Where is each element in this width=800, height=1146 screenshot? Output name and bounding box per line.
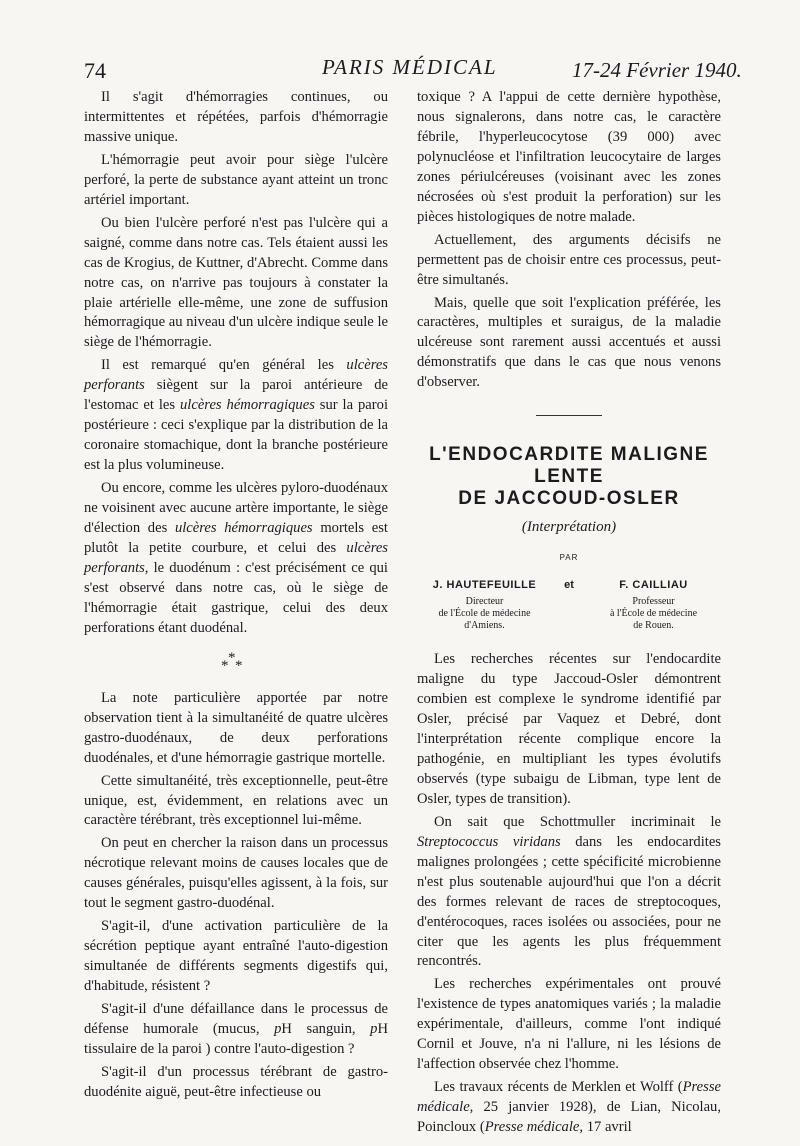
author-1 (417, 576, 552, 632)
paragraph: L'hémorragie peut avoir pour siège l'ulcère perforé, la perte de substance ayant atteint un tronc artériel important. (84, 151, 388, 208)
paragraph: Les recherches expérimentales ont prouvé l'existence de types anatomiques variés ; la maladie expérimentale, d'ailleurs, comme l'ont indiqué Cornil et Jouve, n'a ni l'allure, ni les lésions de l'affection observée chez l'homme. (417, 976, 721, 1073)
paragraph: Cette simultanéité, très exceptionnelle, peut-être unique, est, évidemment, en relations avec un caractère térébrant, très exceptionnel lui-même. (84, 772, 388, 829)
author-conjunction: et (564, 579, 574, 592)
emphasis: ulcères perforants, (84, 539, 388, 576)
article-body (417, 650, 721, 1138)
paragraph: On sait que Schottmuller incriminait le Streptococcus viridans dans les endocardites malignes prolongées ; cette spécificité microbienne n'est plus soutenable aujourd'hui que l'on a décrit des formes relevant de races de streptocoques, d'entérocoques, races isolées ou associées, pour ne citer que les agents les plus fréquemment rencontrés. (417, 813, 721, 970)
paragraph: Actuellement, des arguments décisifs ne permettent pas de choisir entre ces processus, peut-être simultanés. (417, 231, 721, 288)
asterisk: * (228, 649, 236, 666)
article-title: L'ENDOCARDITE MALIGNE LENTE DE JACCOUD-OSLER (429, 444, 709, 510)
paragraph: La note particulière apportée par notre observation tient à la simultanéité de quatre ulcères gastro-duodénaux, de deux perforations duodénales, et d'une hémorragie gastrique mortelle. (84, 689, 388, 766)
emphasis: Presse médicale, (417, 1079, 721, 1116)
paragraph: S'agit-il d'une défaillance dans le processus de défense humorale (mucus, pH sanguin, pH tissulaire de la paroi ) contre l'auto-digestion ? (84, 1001, 388, 1057)
by-line-label: PAR (559, 553, 579, 563)
author-name: J. HAUTEFEUILLE (432, 579, 537, 592)
paragraph: Mais, quelle que soit l'explication préférée, les caractères, multiples et suraigus, de la maladie ulcéreuse sont rarement aussi accentués et aussi démonstratifs que dans le cas que nous venons d'observer. (417, 294, 721, 391)
author-block (417, 576, 721, 632)
author-affiliation: Professeur (632, 596, 675, 608)
asterisk: * (235, 657, 243, 674)
emphasis: ulcères hémorragiques (180, 397, 315, 414)
paragraph: Les recherches récentes sur l'endocardite maligne du type Jaccoud-Osler démontrent combien est complexe le syndrome identifié par Osler, précisé par Vaquez et Debré, dont l'interprétation récente complique encore la pathogénie, en multipliant les types évolutifs observés (type subaigu de Libman, type lent de Osler, types de transition). (417, 651, 721, 807)
section-separator-asterism (84, 645, 388, 685)
author-affiliation: Directeur (465, 596, 504, 608)
paragraph: Les travaux récents de Merklen et Wolff (Presse médicale, 25 janvier 1928), de Lian, Nicolau, Poincloux (Presse médicale, 17 avril (417, 1079, 721, 1136)
paragraph: Ou encore, comme les ulcères pyloro-duodénaux ne voisinent avec aucune artère importante, le siège d'élection des ulcères hémorragiques mortels est plutôt la petite courbure, et celui des ulcères perforants, le duodénum : c'est précisément ce qui s'est observé dans notre cas, où le siège de l'hémorragie était gastrique, celui des deux perforations étant duodénal. (84, 480, 388, 636)
paragraph: Il est remarqué qu'en général les ulcères perforants siègent sur la paroi antérieure de l'estomac et les ulcères hémorragiques sur la paroi postérieure : ceci s'explique par la distribution de la coronaire stomachique, dont la branche postérieure est la plus volumineuse. (84, 357, 388, 474)
author-2 (586, 576, 721, 632)
paragraph: toxique ? A l'appui de cette dernière hypothèse, nous signalerons, dans notre cas, le caractère fébrile, l'hyperleucocytose (39 000) avec polynucléose et l'infiltration leucocytaire de larges zones périulcéreuses (voisinant avec les zones nécrosées où s'est produit la perforation) sur les pièces histologiques de notre malade. (417, 89, 721, 225)
author-affiliation: de Rouen. (633, 620, 674, 632)
author-affiliation: de l'École de médecine (438, 608, 531, 620)
left-column (84, 88, 388, 1106)
page-header (0, 0, 800, 100)
author-name: F. CAILLIAU (619, 579, 688, 592)
issue-date: 17-24 Février 1940. (572, 58, 742, 82)
emphasis: Streptococcus viridans (417, 833, 561, 850)
author-affiliation: d'Amiens. (464, 620, 505, 632)
asterisk: * (221, 657, 229, 674)
article-subtitle: (Interprétation) (521, 519, 617, 536)
paragraph: Ou bien l'ulcère perforé n'est pas l'ulcère qui a saigné, comme dans notre cas. Tels étaient aussi les cas de Krogius, de Kuttner, d'Abrecht. Comme dans notre cas, on n'arrive pas toujours à constater la plaie artérielle elle-même, une zone de suffusion hémorragique au niveau d'un ulcère indique seule le siège de l'hémorragie. (84, 214, 388, 351)
page-number: 74 (84, 58, 106, 83)
emphasis: Presse médicale, (484, 1119, 584, 1136)
section-divider (536, 415, 602, 416)
paragraph: S'agit-il, d'une activation particulière de la sécrétion peptique ayant entraîné l'auto-digestion simultanée de différents segments digestifs qui, d'habitude, résistent ? (84, 918, 388, 995)
paragraph: On peut en chercher la raison dans un processus nécrotique relevant moins de causes locales que de causes générales, puisqu'elles agissent, à la fois, sur tout le segment gastro-duodénal. (84, 835, 388, 912)
emphasis: ulcères hémorragiques (174, 520, 313, 537)
author-affiliation: à l'École de médecine (609, 608, 698, 620)
paragraph: Il s'agit d'hémorragies continues, ou intermittentes et répétées, parfois d'hémorragie massive unique. (84, 89, 388, 145)
paragraph: S'agit-il d'un processus térébrant de gastro-duodénite aiguë, peut-être infectieuse ou (84, 1063, 388, 1100)
journal-title: PARIS MÉDICAL (322, 55, 498, 79)
right-column (417, 88, 721, 1141)
emphasis: ulcères perforants (84, 357, 388, 394)
